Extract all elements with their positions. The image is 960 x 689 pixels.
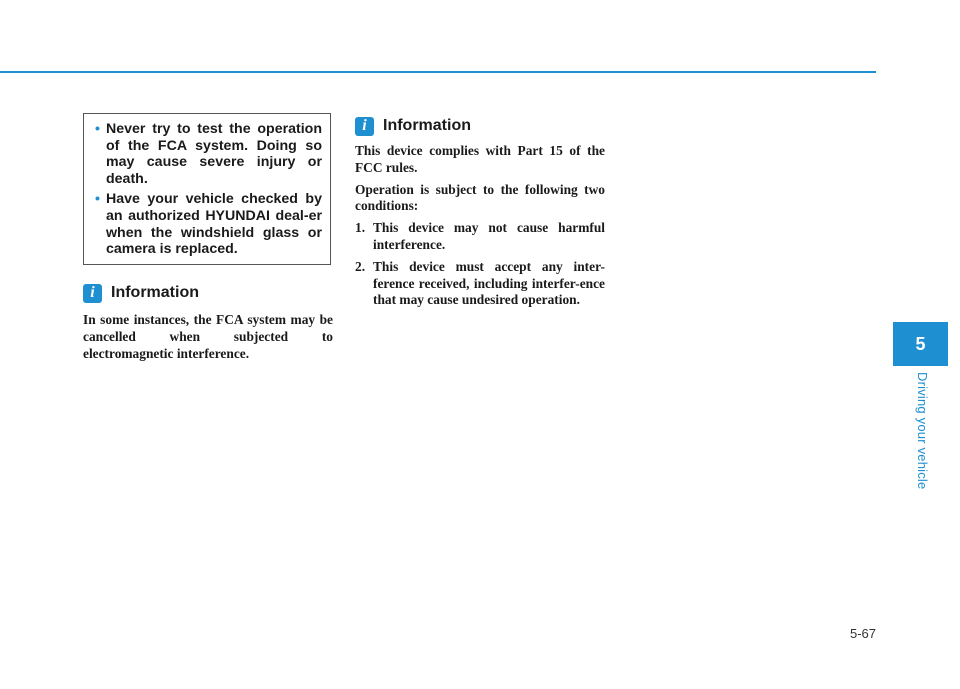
info-paragraph: Operation is subject to the following two conditions: [355, 181, 605, 214]
warning-item [95, 191, 322, 257]
top-rule [0, 71, 876, 73]
info-paragraph: This device complies with Part 15 of the FCC rules. [355, 143, 605, 175]
warning-list [95, 121, 322, 258]
chapter-tab: 5 [893, 322, 948, 366]
bullet-icon: • [95, 121, 100, 137]
info-icon: i [355, 117, 374, 136]
list-item [355, 259, 605, 309]
info-title: Information [383, 117, 471, 134]
info-heading [83, 282, 333, 304]
info-title: Information [111, 284, 199, 301]
info-icon: i [83, 284, 102, 303]
info-body [83, 312, 333, 362]
chapter-title: Driving your vehicle [915, 372, 930, 490]
info-heading [355, 115, 605, 137]
warning-box [83, 113, 331, 265]
list-text: This device may not cause harmful interference. [373, 220, 605, 252]
info-block-left [83, 282, 333, 362]
list-item [355, 220, 605, 254]
list-text: This device must accept any inter-ference received, including interfer-ence that may cause undesired operation. [373, 258, 605, 308]
warning-item [95, 121, 322, 187]
warning-text: Never try to test the operation of the FCA system. Doing so may cause severe injury or death. [106, 121, 322, 187]
info-body [355, 143, 605, 309]
list-number: 2. [355, 258, 366, 274]
page-number: 5-67 [849, 626, 876, 641]
list-number: 1. [355, 220, 366, 236]
warning-text: Have your vehicle checked by an authorized HYUNDAI deal-er when the windshield glass or camera is replaced. [106, 191, 322, 258]
bullet-icon: • [95, 191, 100, 208]
info-paragraph: In some instances, the FCA system may be cancelled when subjected to electromagnetic interference. [83, 312, 333, 361]
info-block-right [355, 115, 605, 309]
